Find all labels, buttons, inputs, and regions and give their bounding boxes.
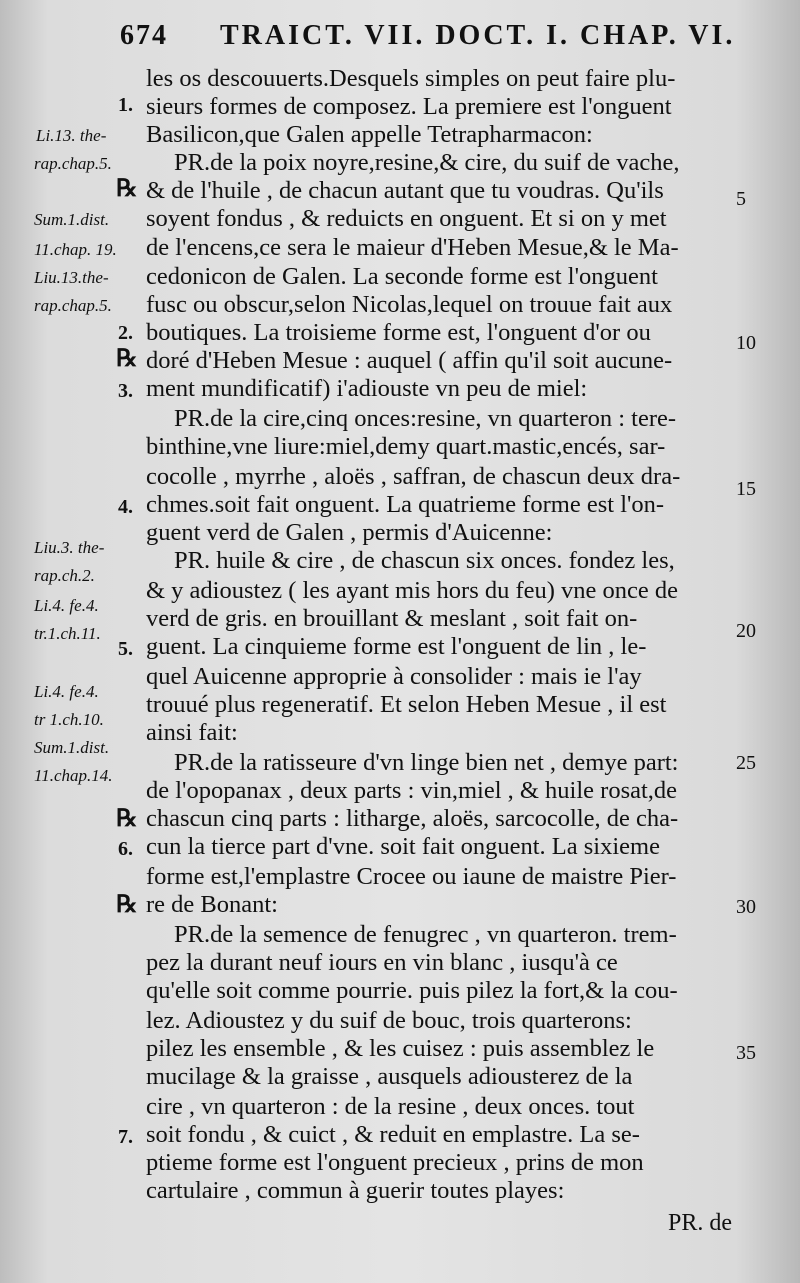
page-number: 674 — [120, 20, 168, 51]
line-number: 15 — [736, 478, 756, 500]
text-line: lez. Adioustez y du suif de bouc, trois quarterons: — [146, 1007, 632, 1034]
text-line: soit fondu , & cuict , & reduit en emplastre. La se- — [146, 1121, 640, 1148]
text-line: Basilicon,que Galen appelle Tetrapharmacon: — [146, 121, 593, 148]
item-number: 3. — [118, 380, 133, 402]
text-line: fusc ou obscur,selon Nicolas,lequel on trouue fait aux — [146, 291, 673, 318]
text-line: & de l'huile , de chacun autant que tu voudras. Qu'ils — [146, 177, 664, 204]
text-line: cocolle , myrrhe , aloës , saffran, de chascun deux dra- — [146, 463, 681, 490]
text-line: cedonicon de Galen. La seconde forme est l'onguent — [146, 263, 658, 290]
margin-note: Li.13. the- — [36, 126, 107, 145]
page-header — [120, 20, 740, 60]
text-line: PR.de la cire,cinq onces:resine, vn quarteron : tere- — [174, 405, 677, 432]
text-line: forme est,l'emplastre Crocee ou iaune de maistre Pier- — [146, 863, 677, 890]
margin-note: rap.chap.5. — [34, 154, 112, 173]
text-line: chmes.soit fait onguent. La quatrieme forme est l'on- — [146, 491, 665, 518]
text-line: cun la tierce part d'vne. soit fait onguent. La sixieme — [146, 833, 660, 860]
item-number: 7. — [118, 1126, 133, 1148]
text-line: cire , vn quarteron : de la resine , deux onces. tout — [146, 1093, 635, 1120]
margin-note: 11.chap. 19. — [34, 240, 117, 259]
margin-note: tr.1.ch.11. — [34, 624, 101, 643]
margin-note: Liu.13.the- — [34, 268, 109, 287]
text-line: PR.de la poix noyre,resine,& cire, du suif de vache, — [174, 149, 680, 176]
recipe-sign-icon: ℞ — [116, 892, 138, 918]
margin-note: rap.chap.5. — [34, 296, 112, 315]
text-line: de l'encens,ce sera le maieur d'Heben Mesue,& le Ma- — [146, 234, 679, 261]
recipe-sign-icon: ℞ — [116, 346, 138, 372]
text-line: & y adioustez ( les ayant mis hors du feu) vne once de — [146, 577, 679, 604]
line-number: 5 — [736, 188, 746, 210]
item-number: 2. — [118, 322, 133, 344]
text-line: doré d'Heben Mesue : auquel ( affin qu'il soit aucune- — [146, 347, 673, 374]
item-number: 5. — [118, 638, 133, 660]
text-line: quel Auicenne approprie à consolider : mais ie l'ay — [146, 663, 642, 690]
margin-note: Li.4. fe.4. — [34, 682, 99, 701]
text-line: PR.de la ratisseure d'vn linge bien net , demye part: — [174, 749, 679, 776]
catchword: PR. de — [668, 1210, 733, 1236]
text-line: sieurs formes de composez. La premiere est l'onguent — [146, 93, 672, 120]
line-number: 25 — [736, 752, 756, 774]
text-line: ainsi fait: — [146, 719, 238, 746]
text-line: verd de gris. en brouillant & meslant , soit fait on- — [146, 605, 638, 632]
margin-note: Sum.1.dist. — [34, 738, 110, 757]
text-line: binthine,vne liure:miel,demy quart.mastic,encés, sar- — [146, 433, 666, 460]
line-number: 10 — [736, 332, 756, 354]
text-line: cartulaire , commun à guerir toutes playes: — [146, 1177, 565, 1204]
text-line: soyent fondus , & reduicts en onguent. Et si on y met — [146, 205, 667, 232]
text-line: re de Bonant: — [146, 891, 278, 918]
text-line: PR.de la semence de fenugrec , vn quarteron. trem- — [174, 921, 677, 948]
text-line: guent. La cinquieme forme est l'onguent de lin , le- — [146, 633, 647, 660]
line-number: 30 — [736, 896, 756, 918]
text-line: les os descouuerts.Desquels simples on peut faire plu- — [146, 65, 676, 92]
recipe-sign-icon: ℞ — [116, 806, 138, 832]
text-line: qu'elle soit comme pourrie. puis pilez la fort,& la cou- — [146, 977, 678, 1004]
text-line: boutiques. La troisieme forme est, l'onguent d'or ou — [146, 319, 651, 346]
text-line: pez la durant neuf iours en vin blanc , iusqu'à ce — [146, 949, 618, 976]
margin-note: Sum.1.dist. — [34, 210, 110, 229]
margin-note: tr 1.ch.10. — [34, 710, 104, 729]
line-number: 20 — [736, 620, 756, 642]
text-line: chascun cinq parts : litharge, aloës, sarcocolle, de cha- — [146, 805, 679, 832]
item-number: 6. — [118, 838, 133, 860]
item-number: 1. — [118, 94, 133, 116]
margin-note: Li.4. fe.4. — [34, 596, 99, 615]
text-line: ment mundificatif) i'adiouste vn peu de miel: — [146, 375, 588, 402]
recipe-sign-icon: ℞ — [116, 176, 138, 202]
margin-note: rap.ch.2. — [34, 566, 95, 585]
running-title: TRAICT. VII. DOCT. I. CHAP. VI. — [220, 20, 736, 51]
margin-note: 11.chap.14. — [34, 766, 113, 785]
text-line: ptieme forme est l'onguent precieux , prins de mon — [146, 1149, 644, 1176]
text-line: trouué plus regeneratif. Et selon Heben Mesue , il est — [146, 691, 667, 718]
line-number: 35 — [736, 1042, 756, 1064]
margin-note: Liu.3. the- — [34, 538, 105, 557]
text-line: de l'opopanax , deux parts : vin,miel , & huile rosat,de — [146, 777, 678, 804]
text-line: guent verd de Galen , permis d'Auicenne: — [146, 519, 553, 546]
text-line: pilez les ensemble , & les cuisez : puis assemblez le — [146, 1035, 655, 1062]
text-line: PR. huile & cire , de chascun six onces. fondez les, — [174, 547, 675, 574]
item-number: 4. — [118, 496, 133, 518]
text-line: mucilage & la graisse , ausquels adiousterez de la — [146, 1063, 633, 1090]
